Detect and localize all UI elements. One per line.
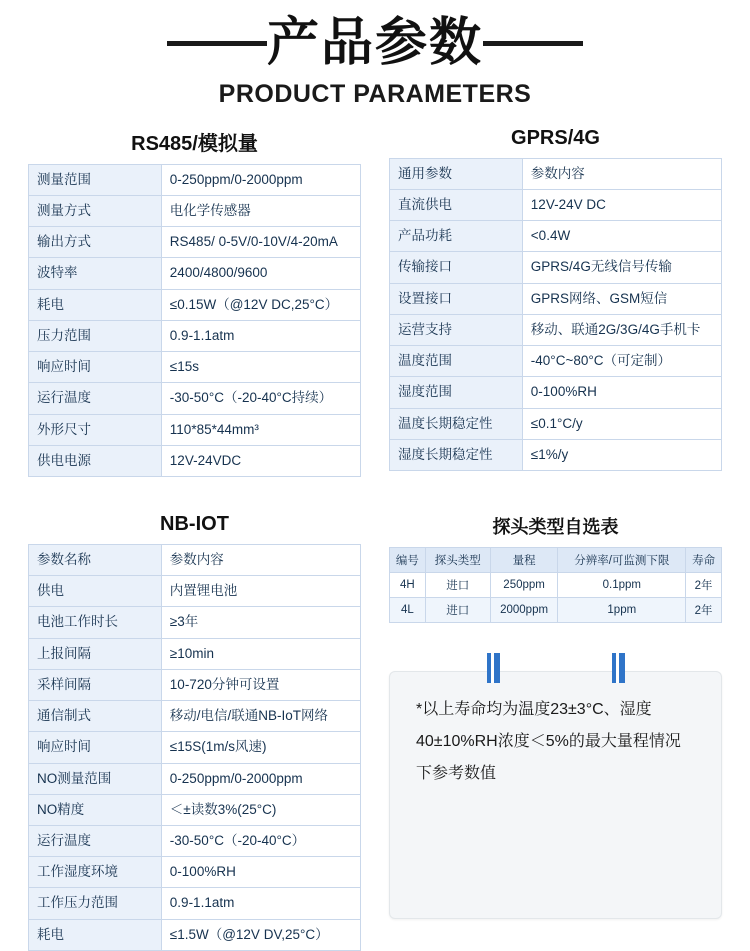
bottom-section-row (0, 495, 750, 951)
row-cell: 2年 (686, 572, 722, 597)
probe-table (389, 547, 722, 623)
row-value: 0-250ppm/0-2000ppm (161, 763, 360, 794)
row-cell: 1ppm (558, 597, 686, 622)
row-key: 外形尺寸 (29, 414, 162, 445)
row-value: ≤0.15W（@12V DC,25°C） (161, 289, 360, 320)
table-row (390, 283, 722, 314)
table-row (29, 638, 361, 669)
table-row (29, 445, 361, 476)
row-value: ≥3年 (161, 607, 360, 638)
row-key: 产品功耗 (390, 221, 523, 252)
table-row (29, 576, 361, 607)
column-header: 寿命 (686, 547, 722, 572)
note-card: *以上寿命均为温度23±3°C、湿度40±10%RH浓度＜5%的最大量程情况下参考数值 (389, 671, 722, 919)
row-key: 通信制式 (29, 701, 162, 732)
row-value: GPRS网络、GSM短信 (522, 283, 721, 314)
gprs-title: GPRS/4G (511, 126, 600, 149)
table-row (390, 221, 722, 252)
note-wrapper (389, 653, 722, 919)
probe-column (389, 513, 722, 951)
table-row (29, 607, 361, 638)
column-header: 探头类型 (425, 547, 490, 572)
table-row (29, 888, 361, 919)
row-key: 通用参数 (390, 158, 523, 189)
clip-icon-left (487, 653, 500, 683)
nbiot-title: NB-IOT (160, 512, 229, 535)
table-header-row (390, 547, 722, 572)
page-title: 产品参数 (266, 14, 483, 72)
row-value: 内置锂电池 (161, 576, 360, 607)
top-section-row (0, 109, 750, 477)
row-key: 上报间隔 (29, 638, 162, 669)
row-key: 工作湿度环境 (29, 857, 162, 888)
table-row (29, 544, 361, 575)
table-row (29, 919, 361, 950)
row-value: 12V-24V DC (522, 190, 721, 221)
row-value: 参数内容 (522, 158, 721, 189)
page-header (0, 0, 750, 109)
row-value: 12V-24VDC (161, 445, 360, 476)
table-row (390, 158, 722, 189)
table-row (29, 258, 361, 289)
row-key: 耗电 (29, 919, 162, 950)
row-key: NO测量范围 (29, 763, 162, 794)
title-rule-right (483, 41, 583, 46)
row-key: 湿度长期稳定性 (390, 439, 523, 470)
row-value: -30-50°C（-20-40°C持续） (161, 383, 360, 414)
row-value: ≥10min (161, 638, 360, 669)
row-key: 供电电源 (29, 445, 162, 476)
table-row (29, 794, 361, 825)
row-value: ＜±读数3%(25°C) (161, 794, 360, 825)
row-value: 参数内容 (161, 544, 360, 575)
row-key: 设置接口 (390, 283, 523, 314)
table-row (390, 408, 722, 439)
row-value: 0.9-1.1atm (161, 888, 360, 919)
row-cell: 250ppm (490, 572, 558, 597)
row-key: 响应时间 (29, 352, 162, 383)
page-title-row (0, 14, 750, 74)
row-value: 0-100%RH (522, 377, 721, 408)
nbiot-table (28, 544, 361, 951)
row-value: ≤15S(1m/s风速) (161, 732, 360, 763)
row-key: 响应时间 (29, 732, 162, 763)
rs485-title: RS485/模拟量 (131, 132, 258, 155)
row-cell: 进口 (425, 597, 490, 622)
row-key: 输出方式 (29, 227, 162, 258)
table-row (29, 164, 361, 195)
table-row (29, 763, 361, 794)
clip-icon-right (612, 653, 625, 683)
table-row (390, 252, 722, 283)
row-key: 工作压力范围 (29, 888, 162, 919)
table-row (390, 346, 722, 377)
row-value: -40°C~80°C（可定制） (522, 346, 721, 377)
row-value: 0.9-1.1atm (161, 320, 360, 351)
row-key: 波特率 (29, 258, 162, 289)
row-value: RS485/ 0-5V/0-10V/4-20mA (161, 227, 360, 258)
row-key: 运行温度 (29, 383, 162, 414)
table-row (390, 314, 722, 345)
table-row (390, 597, 722, 622)
row-value: 电化学传感器 (161, 196, 360, 227)
row-value: ≤1%/y (522, 439, 721, 470)
row-cell: 0.1ppm (558, 572, 686, 597)
row-value: 0-100%RH (161, 857, 360, 888)
row-key: 电池工作时长 (29, 607, 162, 638)
row-key: 传输接口 (390, 252, 523, 283)
row-key: 运营支持 (390, 314, 523, 345)
row-key: 参数名称 (29, 544, 162, 575)
row-value: 移动/电信/联通NB-IoT网络 (161, 701, 360, 732)
row-value: 移动、联通2G/3G/4G手机卡 (522, 314, 721, 345)
row-value: 110*85*44mm³ (161, 414, 360, 445)
row-cell: 4L (390, 597, 426, 622)
row-key: 耗电 (29, 289, 162, 320)
row-value: <0.4W (522, 221, 721, 252)
table-row (390, 439, 722, 470)
row-key: 运行温度 (29, 825, 162, 856)
row-key: 湿度范围 (390, 377, 523, 408)
nbiot-column (28, 513, 361, 951)
column-header: 编号 (390, 547, 426, 572)
row-value: 0-250ppm/0-2000ppm (161, 164, 360, 195)
column-header: 量程 (490, 547, 558, 572)
table-row (29, 196, 361, 227)
row-cell: 进口 (425, 572, 490, 597)
table-row (29, 414, 361, 445)
gprs-column (389, 127, 722, 477)
row-value: 2400/4800/9600 (161, 258, 360, 289)
row-key: 供电 (29, 576, 162, 607)
row-key: 测量方式 (29, 196, 162, 227)
row-value: ≤1.5W（@12V DV,25°C） (161, 919, 360, 950)
table-row (29, 289, 361, 320)
page-subtitle: PRODUCT PARAMETERS (218, 79, 532, 108)
rs485-table (28, 164, 361, 477)
table-row (29, 857, 361, 888)
row-key: 直流供电 (390, 190, 523, 221)
row-cell: 4H (390, 572, 426, 597)
table-row (390, 572, 722, 597)
table-row (29, 669, 361, 700)
table-row (29, 352, 361, 383)
table-row (29, 732, 361, 763)
rs485-column (28, 127, 361, 477)
table-row (29, 825, 361, 856)
row-value: GPRS/4G无线信号传输 (522, 252, 721, 283)
row-value: -30-50°C（-20-40°C） (161, 825, 360, 856)
row-key: 压力范围 (29, 320, 162, 351)
table-row (390, 377, 722, 408)
row-cell: 2年 (686, 597, 722, 622)
row-value: ≤15s (161, 352, 360, 383)
gprs-table (389, 158, 722, 471)
row-key: 温度范围 (390, 346, 523, 377)
row-key: 采样间隔 (29, 669, 162, 700)
table-row (29, 383, 361, 414)
table-row (29, 320, 361, 351)
table-row (29, 227, 361, 258)
table-row (29, 701, 361, 732)
row-value: ≤0.1°C/y (522, 408, 721, 439)
row-key: 测量范围 (29, 164, 162, 195)
table-row (390, 190, 722, 221)
column-header: 分辨率/可监测下限 (558, 547, 686, 572)
title-rule-left (167, 41, 267, 46)
row-cell: 2000ppm (490, 597, 558, 622)
probe-title: 探头类型自选表 (492, 516, 619, 537)
note-clips (389, 653, 722, 683)
row-key: NO精度 (29, 794, 162, 825)
row-key: 温度长期稳定性 (390, 408, 523, 439)
row-value: 10-720分钟可设置 (161, 669, 360, 700)
